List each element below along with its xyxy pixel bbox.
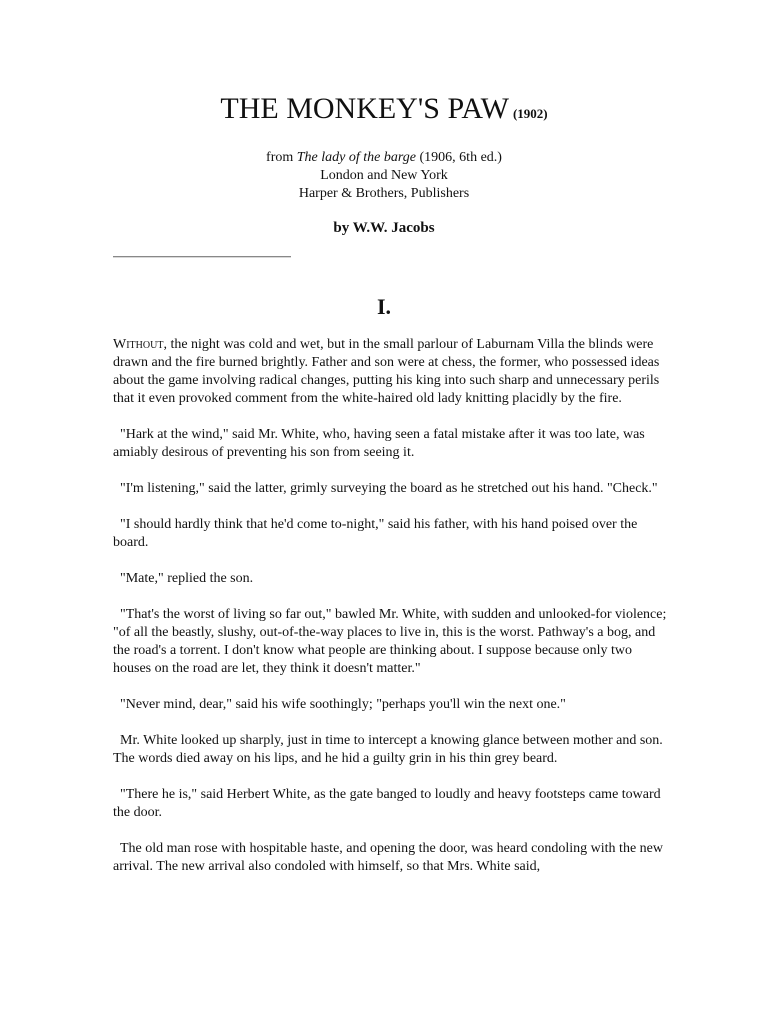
source-line — [0, 149, 768, 167]
title-block — [0, 94, 768, 124]
publisher: Harper & Brothers, Publishers — [298, 186, 470, 201]
publication-place: London and New York — [320, 168, 448, 183]
story-body — [113, 336, 673, 894]
paragraph: "Mate," replied the son. — [120, 571, 254, 586]
book-title: The lady of the barge — [296, 150, 417, 165]
paragraph: "Never mind, dear," said his wife soothingly; "perhaps you'll win the next one." — [120, 697, 566, 712]
book-edition: (1906, 6th ed.) — [416, 150, 502, 165]
paragraph: "Hark at the wind," said Mr. White, who, having seen a fatal mistake after it was too late, was amiably desirous of preventing his son from seeing it. — [113, 427, 645, 460]
drop-lead-word: Without — [113, 337, 164, 352]
paragraph: "There he is," said Herbert White, as the gate banged to loudly and heavy footsteps came toward the door. — [113, 787, 661, 820]
paragraph — [113, 336, 673, 408]
story-year: (1902) — [512, 106, 548, 121]
source-block — [0, 149, 768, 203]
story-title: THE MONKEY'S PAW — [220, 92, 509, 125]
paragraph: "I'm listening," said the latter, grimly surveying the board as he stretched out his hand. "Check." — [120, 481, 658, 496]
chapter-heading: I. — [376, 294, 392, 319]
paragraph: "I should hardly think that he'd come to-night," said his father, with his hand poised over the board. — [113, 517, 638, 550]
paragraph: The old man rose with hospitable haste, and opening the door, was heard condoling with the new arrival. The new arrival also condoled with himself, so that Mrs. White said, — [113, 841, 663, 874]
divider — [113, 256, 291, 258]
paragraph: Mr. White looked up sharply, just in time to intercept a knowing glance between mother and son. The words died away on his lips, and he hid a guilty grin in his thin grey beard. — [113, 733, 663, 766]
paragraph: "That's the worst of living so far out," bawled Mr. White, with sudden and unlooked-for violence; "of all the beastly, slushy, out-of-the-way places to live in, this is the worst. Pathway's a bog, and the road's a torrent. I don't know what people are thinking about. I suppose because only two houses on the road are let, they think it doesn't matter." — [113, 607, 667, 676]
source-prefix: from — [266, 150, 297, 165]
author-line: by W.W. Jacobs — [333, 220, 435, 236]
paragraph-text: , the night was cold and wet, but in the small parlour of Laburnam Villa the blinds were drawn and the fire burned brightly. Father and son were at chess, the former, who possessed ideas about the game involving radical changes, putting his king into such sharp and unnecessary perils that it even provoked comment from the white-haired old lady knitting placidly by the fire. — [113, 337, 660, 406]
